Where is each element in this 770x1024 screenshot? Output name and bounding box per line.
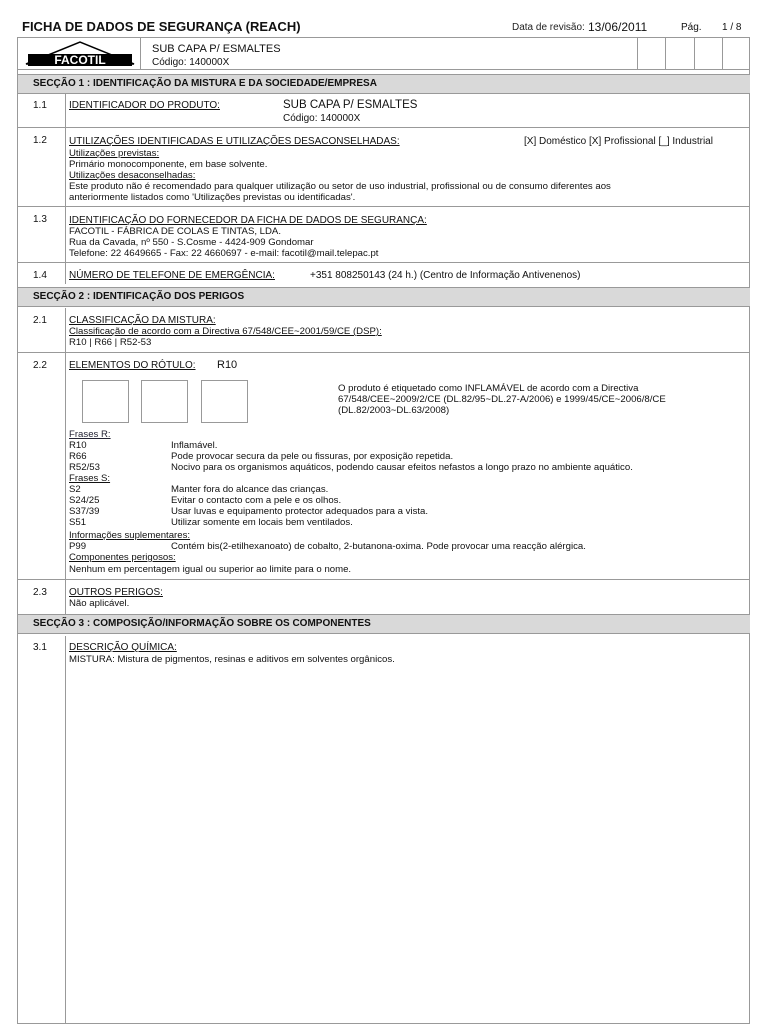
section-2-heading: SECÇÃO 2 : IDENTIFICAÇÃO DOS PERIGOS xyxy=(18,287,750,307)
s-phrase-text: Utilizar somente em locais bem ventilados. xyxy=(171,517,353,528)
labelling-statement: (DL.82/2003~DL.63/2008) xyxy=(338,405,450,416)
discouraged-uses-text: anteriormente listados como 'Utilizações previstas ou identificadas'. xyxy=(69,192,356,203)
row-number: 1.3 xyxy=(33,214,47,225)
row-number: 1.1 xyxy=(33,100,47,111)
s-phrase-text: Usar luvas e equipamento protector adequados para a vista. xyxy=(171,506,429,517)
page-number: 1 / 8 xyxy=(722,22,742,33)
other-hazards-label: OUTROS PERIGOS: xyxy=(69,587,163,598)
product-identifier-value: SUB CAPA P/ ESMALTES xyxy=(283,99,418,111)
supplementary-info-code: P99 xyxy=(69,541,87,552)
section-1-heading: SECÇÃO 1 : IDENTIFICAÇÃO DA MISTURA E DA SOCIEDADE/EMPRESA xyxy=(18,74,750,94)
classification-label: CLASSIFICAÇÃO DA MISTURA: xyxy=(69,315,216,326)
document-title: FICHA DE DADOS DE SEGURANÇA (REACH) xyxy=(22,19,301,34)
emergency-phone-label: NÚMERO DE TELEFONE DE EMERGÊNCIA: xyxy=(69,270,275,281)
supplementary-info-label: Informações suplementares: xyxy=(69,530,191,541)
row-number: 1.4 xyxy=(33,270,47,281)
r-phrase-text: Inflamável. xyxy=(171,440,218,451)
chemical-description-label: DESCRIÇÃO QUÍMICA: xyxy=(69,642,177,653)
s-phrases-label: Frases S: xyxy=(69,473,111,484)
supplier-contact: Telefone: 22 4649665 - Fax: 22 4660697 - e-mail: facotil@mail.telepac.pt xyxy=(69,248,379,259)
product-identifier-label: IDENTIFICADOR DO PRODUTO: xyxy=(69,100,220,111)
discouraged-uses-text: Este produto não é recomendado para qualquer utilização ou setor de uso industrial, profissional ou de consumo diferentes aos xyxy=(69,181,611,192)
label-elements-code: R10 xyxy=(217,359,238,371)
classification-directive: Classificação de acordo com a Directiva 67/548/CEE~2001/59/CE (DSP): xyxy=(69,326,382,337)
r-phrase-code: R66 xyxy=(69,451,87,462)
supplier-label: IDENTIFICAÇÃO DO FORNECEDOR DA FICHA DE DADOS DE SEGURANÇA: xyxy=(69,215,427,226)
hazardous-components-text: Nenhum em percentagem igual ou superior ao limite para o nome. xyxy=(69,564,352,575)
supplier-company: FACOTIL - FÁBRICA DE COLAS E TINTAS, LDA. xyxy=(69,226,281,237)
row-number: 2.1 xyxy=(33,315,47,326)
supplier-address: Rua da Cavada, nº 550 - S.Cosme - 4424-909 Gondomar xyxy=(69,237,314,248)
s-phrase-code: S24/25 xyxy=(69,495,100,506)
hazardous-components-label: Componentes perigosos: xyxy=(69,552,176,563)
intended-uses-text: Primário monocomponente, em base solvente. xyxy=(69,159,268,170)
emergency-phone-value: +351 808250143 (24 h.) (Centro de Informação Antivenenos) xyxy=(310,270,581,281)
hazard-pictogram-placeholder xyxy=(141,380,188,423)
s-phrase-code: S37/39 xyxy=(69,506,100,517)
classification-value: R10 | R66 | R52-53 xyxy=(69,337,152,348)
label-elements-label: ELEMENTOS DO RÓTULO: xyxy=(69,360,196,371)
hazard-pictogram-placeholder xyxy=(201,380,248,423)
page-label: Pág. xyxy=(681,22,702,33)
identified-uses-label: UTILIZAÇÕES IDENTIFICADAS E UTILIZAÇÕES DESACONSELHADAS: xyxy=(69,136,400,147)
facotil-logo xyxy=(24,40,136,68)
use-type-checkboxes: [X] Doméstico [X] Profissional [_] Industrial xyxy=(524,136,713,147)
supplementary-info-text: Contém bis(2-etilhexanoato) de cobalto, 2-butanona-oxima. Pode provocar uma reacção alérgica. xyxy=(171,541,586,552)
hazard-pictogram-placeholder xyxy=(82,380,129,423)
chemical-description-value: MISTURA: Mistura de pigmentos, resinas e aditivos em solventes orgânicos. xyxy=(69,654,395,665)
logo-text: FACOTIL xyxy=(54,53,106,67)
s-phrase-text: Manter fora do alcance das crianças. xyxy=(171,484,329,495)
s-phrase-code: S2 xyxy=(69,484,81,495)
section-3-heading: SECÇÃO 3 : COMPOSIÇÃO/INFORMAÇÃO SOBRE OS COMPONENTES xyxy=(18,614,750,634)
row-number: 3.1 xyxy=(33,642,47,653)
row-number: 2.3 xyxy=(33,587,47,598)
intended-uses-label: Utilizações previstas: xyxy=(69,148,160,159)
discouraged-uses-label: Utilizações desaconselhadas: xyxy=(69,170,196,181)
product-identifier-code: Código: 140000X xyxy=(283,113,361,124)
r-phrase-code: R10 xyxy=(69,440,87,451)
r-phrase-code: R52/53 xyxy=(69,462,100,473)
r-phrase-text: Nocivo para os organismos aquáticos, podendo causar efeitos nefastos a longo prazo no ambiente aquático. xyxy=(171,462,633,473)
row-number: 1.2 xyxy=(33,135,47,146)
header-product-code: Código: 140000X xyxy=(152,57,230,68)
row-number: 2.2 xyxy=(33,360,47,371)
r-phrase-text: Pode provocar secura da pele ou fissuras, por exposição repetida. xyxy=(171,451,454,462)
other-hazards-value: Não aplicável. xyxy=(69,598,130,609)
revision-date: 13/06/2011 xyxy=(588,20,648,34)
s-phrase-text: Evitar o contacto com a pele e os olhos. xyxy=(171,495,342,506)
s-phrase-code: S51 xyxy=(69,517,87,528)
labelling-statement: O produto é etiquetado como INFLAMÁVEL de acordo com a Directiva xyxy=(338,383,639,394)
header-product-name: SUB CAPA P/ ESMALTES xyxy=(152,43,281,55)
revision-label: Data de revisão: xyxy=(512,22,585,33)
r-phrases-label: Frases R: xyxy=(69,429,111,440)
labelling-statement: 67/548/CEE~2009/2/CE (DL.82/95~DL.27-A/2006) e 1999/45/CE~2006/8/CE xyxy=(338,394,666,405)
